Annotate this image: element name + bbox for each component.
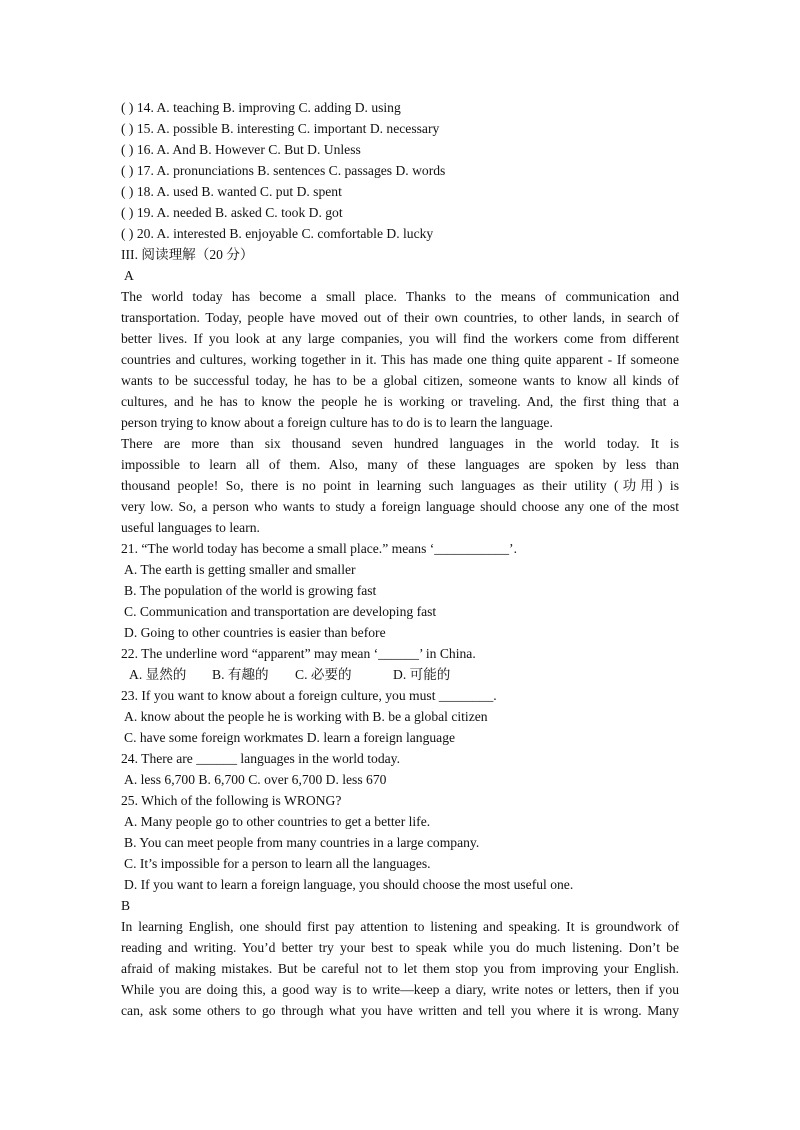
question-22-option: D. 可能的 (393, 667, 451, 682)
passage-a-line: countries and cultures, working together in it. This has made one thing quite apparent - If someone (121, 352, 679, 367)
option-line-q18: ( ) 18. A. used B. wanted C. put D. spent (121, 184, 342, 199)
passage-b-line: afraid of making mistakes. But be careful not to let them stop you from improving your English. (121, 961, 679, 976)
passage-a-line: person trying to know about a foreign culture has to do is to learn the language. (121, 415, 553, 430)
question-22: 22. The underline word “apparent” may mean ‘______’ in China. (121, 646, 476, 661)
question-25: 25. Which of the following is WRONG? (121, 793, 342, 808)
question-21-option: D. Going to other countries is easier than before (124, 625, 386, 640)
passage-a-label: A (124, 268, 134, 283)
passage-a-line: transportation. Today, people have moved out of their own countries, to other lands, in search of (121, 310, 679, 325)
option-line-q16: ( ) 16. A. And B. However C. But D. Unless (121, 142, 361, 157)
option-line-q15: ( ) 15. A. possible B. interesting C. important D. necessary (121, 121, 440, 136)
passage-a-line: useful languages to learn. (121, 520, 260, 535)
question-25-option: A. Many people go to other countries to get a better life. (124, 814, 431, 829)
passage-a-line: wants to be successful today, he has to be a global citizen, someone wants to know all kinds of (121, 373, 679, 388)
question-23: 23. If you want to know about a foreign culture, you must ________. (121, 688, 497, 703)
question-22-option: C. 必要的 (295, 667, 352, 682)
passage-a-line: There are more than six thousand seven hundred languages in the world today. It is (121, 436, 679, 451)
option-line-q19: ( ) 19. A. needed B. asked C. took D. got (121, 205, 343, 220)
option-line-q14: ( ) 14. A. teaching B. improving C. adding D. using (121, 100, 401, 115)
question-24-options: A. less 6,700 B. 6,700 C. over 6,700 D. less 670 (124, 772, 387, 787)
question-21-option: A. The earth is getting smaller and smaller (124, 562, 356, 577)
passage-a-line: very low. So, a person who wants to study a foreign language should choose any one of the most (121, 499, 679, 514)
question-21-option: C. Communication and transportation are developing fast (124, 604, 437, 619)
passage-b-line: reading and writing. You’d better try your best to speak while you do much listening. Don’t be (121, 940, 679, 955)
option-line-q20: ( ) 20. A. interested B. enjoyable C. comfortable D. lucky (121, 226, 434, 241)
passage-b-line: In learning English, one should first pay attention to listening and speaking. It is groundwork of (121, 919, 679, 934)
passage-b-line: While you are doing this, a good way is to write—keep a diary, write notes or letters, then if you (121, 982, 679, 997)
question-25-option: B. You can meet people from many countries in a large company. (124, 835, 480, 850)
question-21: 21. “The world today has become a small place.” means ‘___________’. (121, 541, 517, 556)
passage-a-line: The world today has become a small place. Thanks to the means of communication and (121, 289, 679, 304)
passage-a-line: better lives. If you look at any large companies, you will find the workers come from different (121, 331, 679, 346)
question-22-options (129, 664, 687, 685)
question-23-option: A. know about the people he is working with B. be a global citizen (124, 709, 488, 724)
passage-b-label: B (121, 898, 131, 913)
question-22-option: B. 有趣的 (212, 667, 269, 682)
section-title: III. 阅读理解（20 分） (121, 247, 254, 262)
question-25-option: D. If you want to learn a foreign language, you should choose the most useful one. (124, 877, 574, 892)
option-line-q17: ( ) 17. A. pronunciations B. sentences C. passages D. words (121, 163, 446, 178)
question-21-option: B. The population of the world is growing fast (124, 583, 377, 598)
passage-a-line: cultures, and he has to know the people he is working or traveling. And, the first thing that a (121, 394, 679, 409)
passage-a-line: impossible to learn all of them. Also, many of these languages are spoken by less than (121, 457, 679, 472)
question-24: 24. There are ______ languages in the world today. (121, 751, 400, 766)
question-22-option: A. 显然的 (129, 667, 187, 682)
question-25-option: C. It’s impossible for a person to learn all the languages. (124, 856, 431, 871)
question-23-option: C. have some foreign workmates D. learn a foreign language (124, 730, 456, 745)
passage-b-line: can, ask some others to go through what you have written and tell you where it is wrong. Many (121, 1003, 679, 1018)
passage-a-line: thousand people! So, there is no point in learning such languages as their utility (功用) is (121, 478, 679, 493)
